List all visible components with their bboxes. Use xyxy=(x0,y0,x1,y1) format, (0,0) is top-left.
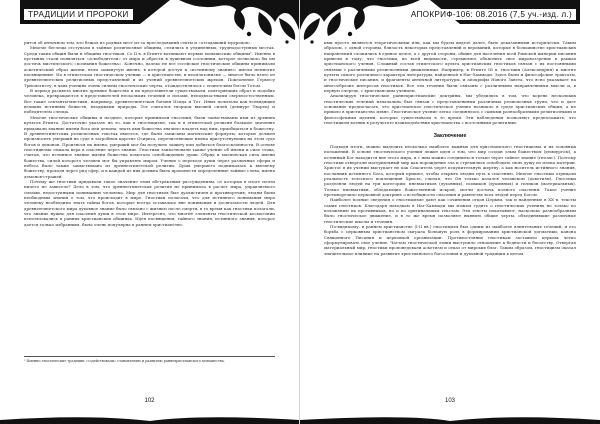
paragraph: В период расцвета многие древние божества и их представители существовали, повторяющих образ и подобие человека, превращаются в представителей нескольких течений и силами, неподвластными сверхъестественным. Все такие сектанты-мистики, например, древнеегипетская богиня Исида и Тот. Иных почитали как всевидящих великих истинных божеств, владыками природы. Тот считался творцом высшей силой (демиург Творец) и победителем слепца. xyxy=(24,88,275,115)
left-header xyxy=(0,0,299,34)
page-number: 102 xyxy=(144,398,155,404)
paragraph: По-видимому, в раннем христианстве (I-II вв.) гностицизм был одним из наиболее влиятельных течений, и его борьба с церковным христианством сыграла большую роль в формировании христианской догматики, канона Священного Писания и церковной организации. Противостояние гностикам заставило церковь четко сформулировать свое учение. Частью гностической этики выступило отношение к бедности и богатству. Отвергая материальный мир, гностики проповедовали аскетизм и отказ от мирских благ. Таким образом, гностицизм оказал значительное влияние на развитие христианского богословия и духовной традиции в целом. xyxy=(324,224,576,256)
paragraph: ими просто являются теоретическими или, как мы будем видеть далее, быть доказанными исторически. Таким образом, с одной стороны, близость некоторых представлений и верований, которые в большинстве христианских направлений сложились в единое целое, а с другой стороны, общие для населения всей Римской империи писания привели к тому, что гностики, по всей видимости, стремились объяснить свое мировоззрение в рамках христианского учения. Сложный состав египетского культа христианских гностиков связан с их постоянными связями с различными религиозными движениями. Например, в Египте III в. гностики (Александрия) и многие культы самого различного характера литературы, найденной в Наг-Хаммади. Здесь были и философские трактаты, и гностические писания, и фрагменты античной литературы, и апокрифы Нового Завета, что ясно указывает на многообразие интересов гностиков. Все эти течения были связаны с различными направлениями мысли и, в первую очередь, с христианским учением. xyxy=(324,40,576,94)
paragraph: рится об античном тем, кто бежал из родных мест из-за преследований секты и «отгадавший мудрецов». xyxy=(24,40,252,45)
paragraph: Наиболее полные сведения о гностицизме дают как сочинения отцов Церкви, так и найденные в XX в. тексты самих гностиков. Благодаря находкам в Наг-Хаммади мы можем судить о гностических учениях не только по изложению их противников, но и по оригинальным текстам. Эти тексты показывают, насколько разнообразным было гностическое движение, и в то же время позволяют выявить общие черты, объединявшие различные гностические школы и течения. xyxy=(324,197,576,224)
paragraph: Многие беглецы отступали в тайные религиозные общины, селились в уединенных, труднодоступных местах. Среди таких общин были и общины гностиков. Со II в. в Египте возникают первые монашеские общины¹. Именно в пустынях стали появляться «освободители» от мира и обрести в душевном состоянии, которое позволило бы им достичь мистического «познания божества». Конечно, далеко не все ессейские гностические общины принимали аскетический образ жизни, вели замкнутую жизнь, в которой доступ к «истинному знанию» имели немногие посвященные. Но в египетском гностическом учении — и христианстве, и неоплатонизме — многое было взято из древнеегипетских религиозных представлений и из учений древнеегипетских жрецов. Поклонение Гермесу Трисмегисту, в чьих учениях очень сильны гностические черты, отождествлялось с египетским богом Тотом. xyxy=(24,45,275,88)
bottom-ornament-icon xyxy=(0,412,300,424)
left-running-title: ТРАДИЦИИ И ПРОРОКИ xyxy=(24,9,133,20)
floral-ornament-icon xyxy=(300,0,420,44)
footnote: ¹ Именно гностические традиции «содействовали» становлению и развитию раннехристианского монашества. xyxy=(24,356,275,363)
paragraph: Подводя итоги, можно выделить несколько наиболее важных для христианского гностицизма и их основных положений. В основе гностического учения лежит идея о том, что мир создан злым божеством (демиургом), а истинный Бог находится вне этого мира, и с ним можно соединиться только через тайное знание (гнозис). Поэтому гностики отвергали материальный мир как порождение зла и стремились освободить свою душу из плена материи. Христос в их учении выступает не как Спаситель через искупительную жертву, а как носитель истинного знания, посланник истинного Бога, который пришел, чтобы открыть людям путь к спасению. Многие гностики отрицали реальность телесного воплощения Христа, считая, что Он только казался человеком (докетизм). Гностики разделяли людей на три категории: пневматиков (духовных), психиков (душевных) и гиликов (материальных). Только пневматики, обладающие божественной искрой, могли достичь полного спасения. Такое учение противоречило церковной доктрине о всеобщности спасения и равенстве всех людей перед Богом. xyxy=(324,143,576,197)
section-heading: Заключение xyxy=(433,132,467,139)
page-number: 103 xyxy=(444,398,455,404)
right-running-title: АПОКРИФ-106: 08.2016 (7,5 уч.-изд. л.) xyxy=(407,9,576,20)
left-body-text xyxy=(24,40,275,227)
paragraph: Почему же гностики придавали такое значение этим абстрактным рассуждениям, от которых в итоге почти ничего не зависело? Дело в том, что древнеегипетская религия не принимала в расчет мира, управляемого силами, недоступными пониманию человека. Мир для гностиков был дуалистичен и противоречив; людям были необходимы знания о том, что происходит в мире. Гностики полагали, что для истинного понимания мира человеку необходимо знать тайны богов, которые всегда оставались вне понимания и досягаемости людей. Для древнеегипетского мира духовное знание было связано с жизнью после смерти, в то время как гностики полагали, что знание нужно для спасения души в этом мире. Интересно, что многие элементы гностической космогонии использовались в ранних христианских общинах. Идея посвящения, тайного знания, истинного знания, которое дается только избранным, была очень популярна в раннем христианстве. xyxy=(24,178,275,227)
bottom-ornament-icon xyxy=(300,412,600,424)
floral-ornament-icon xyxy=(179,0,299,44)
right-header xyxy=(300,0,600,34)
right-page xyxy=(300,0,600,424)
paragraph: Многие гностические общины и позднее, которые принимали гностики, были заимствованы ими из древних культов Египта. Достаточно указать на то, как в гностицизме, так и в египетской религии большое значение придавали знанию имени бога или демона: знать имя божества значило владеть над ним, приобщаться к божеству. В древнеегипетских религиозных текстах имеется, где были записаны магические формулы, которые должен произносить умерший на суде в загробном царстве Осириса, перечисляющие имена присутствующих на этом суде богов и демонов. Произнося их имена, умерший мог бы получить защиту или добиться благосклонности. В основе гностицизма лежала вера в спасение через знание. Гностики заимствовали также учение об имени и силе слова, считая, что истинное знание имени божества помогало освобождению души. Обряд и магическая сила имени божества, силой которого человек мог бы управлять миром. Учение о переходе души через различные сферы и небеса было также заимствовано из древнеегипетской религии. Душа умершего поднималась к высшему божеству, проходя через ряд сфер, и в каждой из них должна была произнести определенные тайные слова, имена демонов-стражей. xyxy=(24,114,275,179)
right-body-text xyxy=(324,40,576,256)
paragraph: Анализируя гностические раннехристианские доктрины, мы убедились в том, что корень нескольких гностических течений изначально был связан с представлениями различных религиозных групп, что и дает основание предполагать, что христианское гностическое учение возникло в среде христианских общин, а не пришло в христианство извне. Гностическое учение легко соединялось с самыми разнообразными религиозными и философскими идеями, которые существовали в то время. Эти наблюдения позволяют предположить, что гностицизм возник в результате взаимодействия христианства с восточными религиями. xyxy=(324,93,576,126)
